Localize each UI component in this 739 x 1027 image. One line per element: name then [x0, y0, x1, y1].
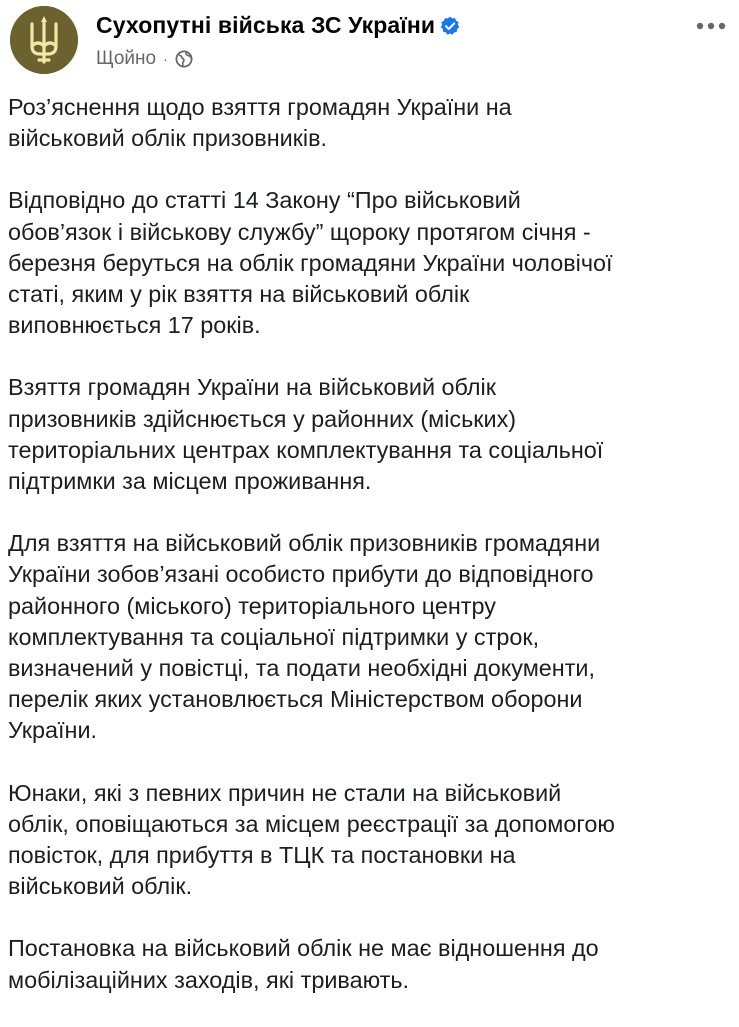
- post-timestamp[interactable]: Щойно: [96, 48, 157, 69]
- post-paragraph: Юнаки, які з певних причин не стали на військовий облік, оповіщаються за місцем реєстрації за допомогою повісток, для прибуття в ТЦК та постановки на військовий облік.: [8, 779, 615, 900]
- post-paragraph: Взяття громадян України на військовий облік призовників здійснюється у районних (міських) територіальних центрах комплектування та соціальної підтримки за місцем проживання.: [8, 374, 604, 495]
- page-name-row: [96, 12, 460, 39]
- post-paragraph: Роз’яснення щодо взяття громадян України на військовий облік призовників.: [8, 94, 512, 152]
- globe-icon[interactable]: [175, 50, 193, 68]
- post-paragraph: Для взяття на військовий облік призовників громадяни України зобов’язані особисто прибути до відповідного районного (міського) територіального центру комплектування та соціальної підтримки у строк, визначений у повістці, та подати необхідні документи, перелік яких установлюється Міністерством оборони України.: [8, 530, 601, 744]
- page-avatar[interactable]: [10, 6, 78, 74]
- post-meta: [96, 48, 193, 70]
- more-horizontal-icon: [696, 22, 726, 30]
- post-body: [8, 92, 735, 1027]
- post-header: [0, 0, 739, 84]
- more-options-button[interactable]: [691, 8, 731, 44]
- meta-separator: ·: [163, 51, 168, 67]
- verified-badge-icon: [440, 16, 460, 36]
- trident-emblem-icon: [10, 6, 78, 74]
- post-paragraph: Відповідно до статті 14 Закону “Про військовий обов’язок і військову службу” щороку протягом січня - березня беруться на облік громадяни України чоловічої статі, яким у рік взяття на військовий облік виповнюється 17 років.: [8, 187, 613, 339]
- post-paragraph: Постановка на військовий облік не має відношення до мобілізаційних заходів, які тривають.: [8, 935, 599, 993]
- page-name[interactable]: Сухопутні війська ЗС України: [96, 12, 436, 38]
